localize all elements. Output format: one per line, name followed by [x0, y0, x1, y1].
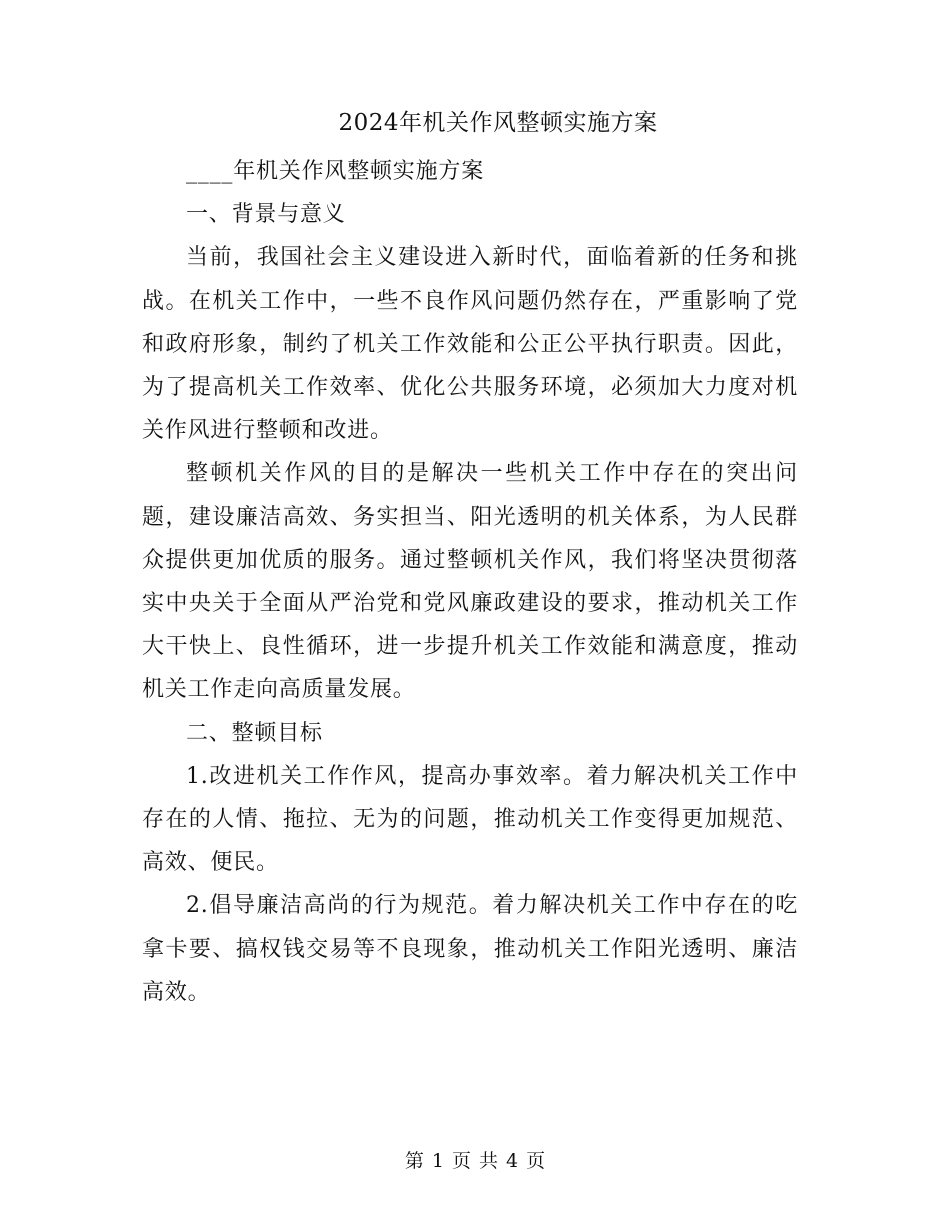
subtitle-line: ____年机关作风整顿实施方案 [186, 159, 485, 184]
goal-item-1: 1.改进机关工作作风，提高办事效率。着力解决机关工作中存在的人情、拖拉、无为的问题，推动机关工作变得更加规范、高效、便民。 [142, 763, 798, 876]
document-title: 2024年机关作风整顿实施方案 [338, 110, 658, 136]
section-heading-goals: 二、整顿目标 [186, 720, 323, 746]
goal-item-2: 2.倡导廉洁高尚的行为规范。着力解决机关工作中存在的吃拿卡要、搞权钱交易等不良现象，推动机关工作阳光透明、廉洁高效。 [142, 893, 798, 1005]
paragraph-background: 当前，我国社会主义建设进入新时代，面临着新的任务和挑战。在机关工作中，一些不良作风问题仍然存在，严重影响了党和政府形象，制约了机关工作效能和公正公平执行职责。因此，为了提高机关工作效率、优化公共服务环境，必须加大力度对机关作风进行整顿和改进。 [142, 245, 798, 444]
section-heading-background: 一、背景与意义 [186, 202, 346, 228]
paragraph-purpose: 整顿机关作风的目的是解决一些机关工作中存在的突出问题，建设廉洁高效、务实担当、阳光透明的机关体系，为人民群众提供更加优质的服务。通过整顿机关作风，我们将坚决贯彻落实中央关于全面从严治党和党风廉政建设的要求，推动机关工作大干快上、良性循环，进一步提升机关工作效能和满意度，推动机关工作走向高质量发展。 [142, 461, 798, 703]
document-body [142, 150, 798, 1014]
page-number: 第 1 页 共 4 页 [404, 1150, 546, 1172]
